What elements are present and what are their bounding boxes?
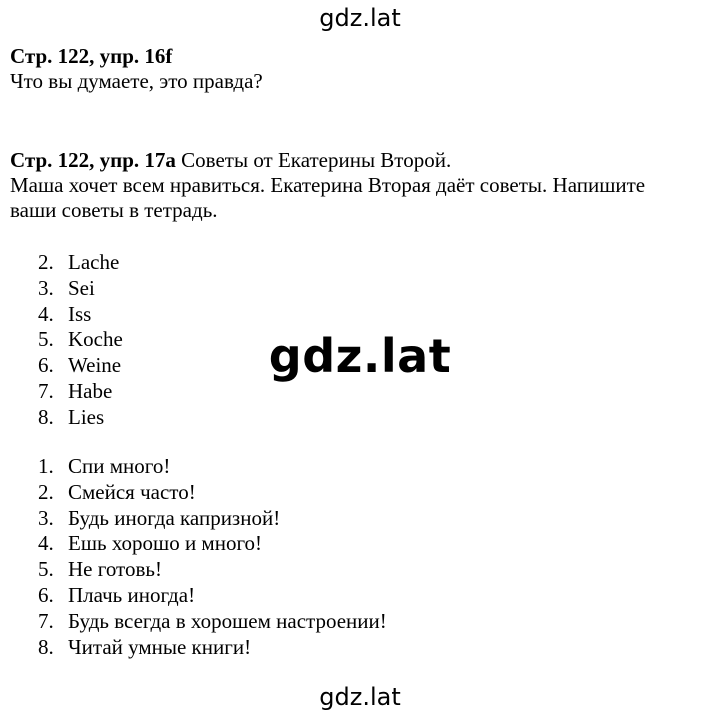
watermark-top: gdz.lat	[319, 4, 401, 32]
list-item	[38, 302, 123, 328]
list-item-text: Читай умные книги!	[68, 634, 252, 659]
list-item-number: 8.	[38, 404, 54, 429]
list-item-text: Habe	[68, 378, 113, 403]
list-item-text: Спи много!	[68, 454, 171, 478]
list-item	[38, 405, 123, 431]
list-item-number: 8.	[38, 634, 54, 659]
list-item-text: Будь всегда в хорошем настроении!	[68, 608, 387, 633]
list-item-text: Iss	[68, 301, 92, 326]
list-item	[38, 635, 387, 661]
list-item-number: 4.	[38, 531, 54, 556]
list-item	[38, 454, 387, 480]
list-item-number: 2.	[38, 250, 54, 274]
list-item	[38, 480, 387, 506]
list-item	[38, 609, 387, 635]
section-16f-heading: Стр. 122, упр. 16f	[10, 44, 173, 68]
list-item	[38, 506, 387, 532]
list-item-text: Lies	[68, 404, 105, 429]
section-16f-text: Что вы думаете, это правда?	[10, 69, 263, 93]
list-item-number: 5.	[38, 327, 54, 352]
list-item-number: 2.	[38, 479, 54, 504]
section-17a-heading-rest: Советы от Екатерины Второй.	[175, 148, 452, 172]
list-item-text: Weine	[68, 353, 122, 378]
list-item-number: 7.	[38, 378, 54, 403]
list-item-text: Плачь иногда!	[68, 582, 196, 607]
list-item-number: 3.	[38, 505, 54, 530]
advice-list	[38, 454, 387, 660]
section-17a-heading-line	[10, 148, 645, 173]
section-16f	[10, 44, 263, 94]
list-item-text: Koche	[68, 327, 123, 352]
list-item	[38, 276, 123, 302]
list-item-number: 7.	[38, 608, 54, 633]
list-item-number: 6.	[38, 353, 54, 378]
section-17a-instruction-line1: Маша хочет всем нравиться. Екатерина Вторая даёт советы. Напишите	[10, 173, 646, 197]
list-item-text: Смейся часто!	[68, 479, 196, 504]
list-item	[38, 250, 123, 276]
section-17a-heading: Стр. 122, упр. 17a	[10, 148, 176, 172]
list-item	[38, 583, 387, 609]
list-item-text: Не готовь!	[68, 557, 162, 582]
list-item-text: Ешь хорошо и много!	[68, 531, 263, 556]
watermark-center: gdz.lat	[268, 329, 452, 383]
list-item-number: 5.	[38, 557, 54, 582]
list-item-number: 3.	[38, 275, 54, 300]
list-item-number: 1.	[38, 454, 54, 478]
list-item-text: Будь иногда капризной!	[68, 505, 281, 530]
watermark-bottom: gdz.lat	[319, 683, 401, 711]
list-item-number: 4.	[38, 301, 54, 326]
section-17a	[10, 148, 645, 223]
list-item	[38, 531, 387, 557]
list-item	[38, 557, 387, 583]
section-17a-instruction-line2: ваши советы в тетрадь.	[10, 198, 218, 222]
list-item-text: Sei	[68, 275, 95, 300]
list-item-number: 6.	[38, 582, 54, 607]
list-item-text: Lache	[68, 250, 120, 274]
